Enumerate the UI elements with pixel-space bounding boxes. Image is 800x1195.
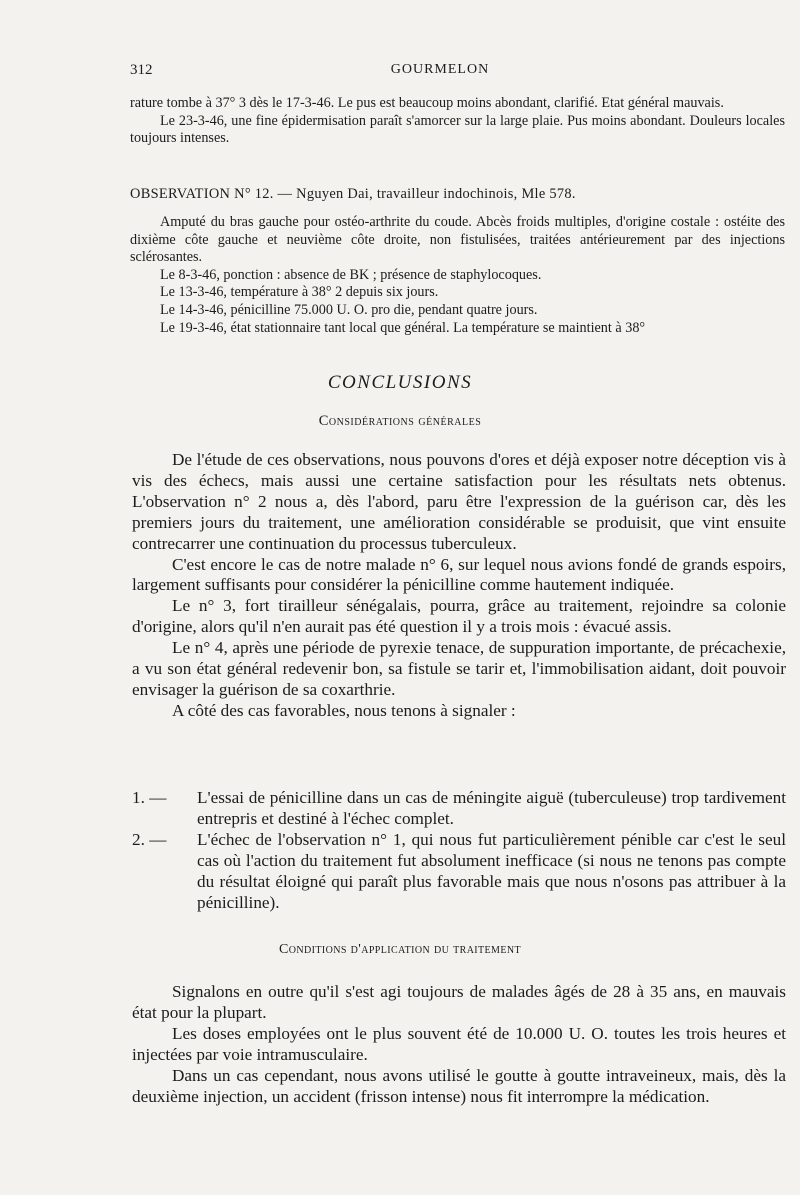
section-title-application: Conditions d'application du traitement [279,942,521,957]
observation-paragraph: Le 8-3-46, ponction : absence de BK ; présence de staphylocoques. [160,266,542,283]
list-item-text: L'essai de pénicilline dans un cas de méningite aiguë (tuberculeuse) trop tardivement entrepris et destiné à l'échec complet. [197,788,786,828]
body-paragraph: A côté des cas favorables, nous tenons à signaler : [172,700,516,720]
section-general-list [132,788,786,913]
observation-heading: OBSERVATION N° 12. — Nguyen Dai, travailleur indochinois, Mle 578. [130,186,576,202]
top-paragraph: Le 23-3-46, une fine épidermisation paraît s'amorcer sur la large plaie. Pus moins abondant. Douleurs locales toujours intenses. [130,112,785,147]
body-paragraph: Signalons en outre qu'il s'est agi toujours de malades âgés de 28 à 35 ans, en mauvais état pour la plupart. [132,982,786,1022]
observation-paragraph: Le 14-3-46, pénicilline 75.000 U. O. pro die, pendant quatre jours. [160,301,538,318]
top-block [130,95,785,148]
observation-block [130,214,785,337]
list-item-text: L'échec de l'observation n° 1, qui nous fut particulièrement pénible car c'est le seul cas où l'action du traitement fut absolument inefficace (si nous ne tenons pas compte du résultat éloigné qui paraît plus favorable mais que nous n'osons pas attribuer à la pénicilline). [197,829,786,912]
body-paragraph: De l'étude de ces observations, nous pouvons d'ores et déjà exposer notre déception vis à vis des échecs, mais aussi une certaine satisfaction pour les résultats nets obtenus. L'observation n° 2 nous a, dès l'abord, paru être l'expression de la guérison car, dès les premiers jours du traitement, une amélioration considérable se produisit, que vint ensuite contrecarrer une continuation du processus tuberculeux. [132,450,786,553]
body-paragraph: Le n° 3, fort tirailleur sénégalais, pourra, grâce au traitement, rejoindre sa colonie d'origine, alors qu'il n'en aurait pas été question il y a trois mois : évacué assis. [132,596,786,637]
list-item-label: 1. — [132,788,167,807]
body-paragraph: Dans un cas cependant, nous avons utilisé le goutte à goutte intraveineux, mais, dès la deuxième injection, un accident (frisson intense) nous fit interrompre la médication. [132,1065,786,1106]
section-general-body [132,450,786,722]
observation-paragraph: Le 19-3-46, état stationnaire tant local que général. La température se maintient à 38° [160,319,646,336]
list-item [132,830,786,914]
top-paragraph: rature tombe à 37° 3 dès le 17-3-46. Le pus est beaucoup moins abondant, clarifié. Etat général mauvais. [130,95,724,111]
body-paragraph: Les doses employées ont le plus souvent été de 10.000 U. O. toutes les trois heures et injectées par voie intramusculaire. [132,1023,786,1064]
section-title-general: Considérations générales [318,413,482,429]
list-item [132,788,786,830]
list-item-label: 2. — [132,829,167,849]
body-paragraph: C'est encore le cas de notre malade n° 6, sur lequel nous avions fondé de grands espoirs, largement suffisants pour considérer la pénicilline comme hautement indiquée. [132,554,786,595]
running-title: GOURMELON [390,62,490,77]
page-header [130,62,750,86]
observation-paragraph: Amputé du bras gauche pour ostéo-arthrite du coude. Abcès froids multiples, d'origine costale : ostéite des dixième côte gauche et neuvième côte droite, non fistulisées, traitées antérieurement par des injections sclérosantes. [130,214,785,266]
section-application-body [132,982,786,1107]
body-paragraph: Le n° 4, après une période de pyrexie tenace, de suppuration importante, de précachexie, a vu son état général redevenir bon, sa fistule se tarir et, l'immobilisation aidant, doit pouvoir envisager la guérison de sa coxarthrie. [132,638,786,699]
observation-paragraph: Le 13-3-46, température à 38° 2 depuis six jours. [160,284,439,301]
page-number: 312 [130,62,153,78]
conclusions-title: CONCLUSIONS [327,372,473,393]
